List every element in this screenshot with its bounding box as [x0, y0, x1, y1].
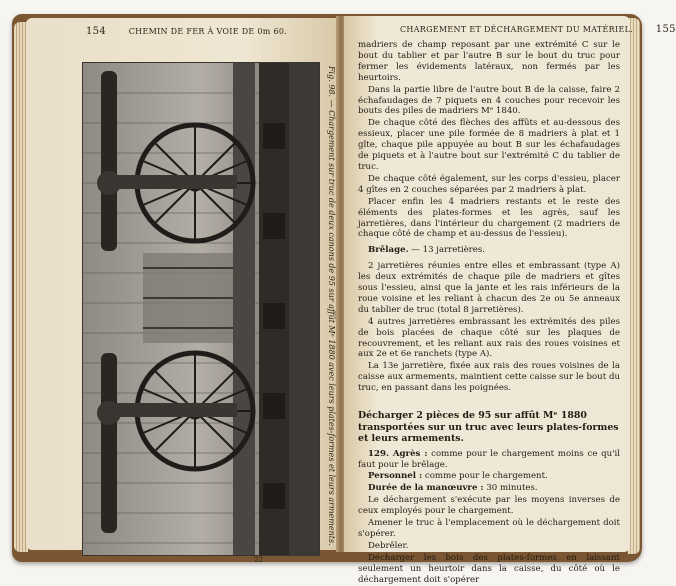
agres-paragraph	[358, 449, 620, 471]
paragraph: Placer enfin les 4 madriers restants et le reste des éléments des plates-formes et les agrès, sauf les jarretières, dans l'intérieur du chargement (2 madriers de chaque côté de champ et au-dessus de l'essieu).	[358, 196, 620, 240]
paragraph: De chaque côté des flèches des affûts et au-dessous des essieux, placer une pile formée de 8 madriers à plat et 1 gîte, chaque pile appuyée au bout B sur les échafaudages de piquets et à l'autre bout sur l'extrémité C du tablier de truc.	[358, 118, 620, 172]
paragraph: Décharger les bois des plates-formes en laissant seulement un heurtoir dans la caisse, du côté où le déchargement doit s'opérer	[358, 552, 620, 585]
plate-mark: 22	[254, 556, 263, 564]
personnel-paragraph	[358, 471, 620, 482]
right-page-number: 155	[655, 24, 676, 35]
section-heading: Décharger 2 pièces de 95 sur affût Mᵉ 1880 transportées sur un truc avec leurs plates-formes et leurs armements.	[358, 410, 619, 445]
agres-label: 129. Agrès :	[368, 448, 428, 459]
paragraph: Le déchargement s'exécute par les moyens inverses de ceux employés pour le chargement.	[358, 495, 620, 517]
paragraph: Debrêler.	[368, 540, 409, 551]
duree-paragraph	[358, 483, 620, 494]
paragraph: De chaque côté également, sur les corps d'essieu, placer 4 gîtes en 2 couches séparées par 2 madriers à plat.	[358, 173, 620, 195]
brelage-label: Brêlage.	[368, 245, 409, 256]
left-running-head-title: CHEMIN DE FER À VOIE DE 0m 60.	[128, 27, 288, 36]
duree-label: Durée de la manœuvre :	[368, 483, 484, 494]
brelage-text: — 13 jarretières.	[408, 245, 485, 256]
personnel-text: comme pour le chargement.	[422, 471, 548, 482]
agres-text: comme pour le chargement moins ce qu'il faut pour le brêlage.	[358, 448, 620, 470]
paragraph: 4 autres jarretières embrassant les extrémités des piles de bois placées de chaque côté sur les plaques de recouvrement, et les reliant aux rais des roues voisines et aux 2e et 6e ranchets (type A).	[358, 316, 620, 360]
paragraph: Dans la partie libre de l'autre bout B de la caisse, faire 2 échafaudages de 7 piquets en 4 couches pour recevoir les bouts des piles de madriers Mᵉ 1840.	[358, 84, 620, 117]
paragraph: madriers de champ reposant par une extrémité C sur le bout du tablier et par l'autre B sur le bout du truc pour fermer les évidements latéraux, non fermés par les heurtoirs.	[358, 40, 620, 83]
paragraph: 2 jarretières réunies entre elles et embrassant (type A) les deux extrémités de chaque pile de madriers et gîtes sous l'essieu, ainsi que la jante et les rais inférieurs de la roue voisine et les reliant à chacun des 2e ou 5e anneaux du tablier de truc (total 8 jarretières).	[358, 261, 620, 315]
paragraph: La 13e jarretière, fixée aux rais des roues voisines de la caisse aux armements, maintient cette caisse sur le bout du truc, en passant dans les poignées.	[358, 361, 620, 394]
figure-photograph	[82, 62, 320, 556]
brelage-paragraph	[358, 245, 620, 256]
right-page	[344, 16, 676, 585]
right-running-header	[400, 24, 676, 35]
body-text	[358, 40, 620, 586]
right-running-head-title: CHARGEMENT ET DÉCHARGEMENT DU MATÉRIEL.	[400, 25, 634, 34]
figure-caption-container	[322, 66, 336, 546]
figure-caption: Fig. 98. — Chargement sur truc de deux canons de 95 sur affût Mᵉ 1880 avec leurs plates-formes et leurs armements.	[327, 66, 336, 546]
personnel-label: Personnel :	[368, 471, 423, 482]
paragraph: Amener le truc à l'emplacement où le déchargement doit s'opérer.	[358, 518, 620, 539]
railcar-cannon-illustration	[83, 63, 319, 555]
duree-text: 30 minutes.	[483, 483, 538, 494]
left-running-header	[86, 26, 287, 37]
left-page-number: 154	[86, 26, 106, 37]
left-page	[26, 18, 338, 564]
